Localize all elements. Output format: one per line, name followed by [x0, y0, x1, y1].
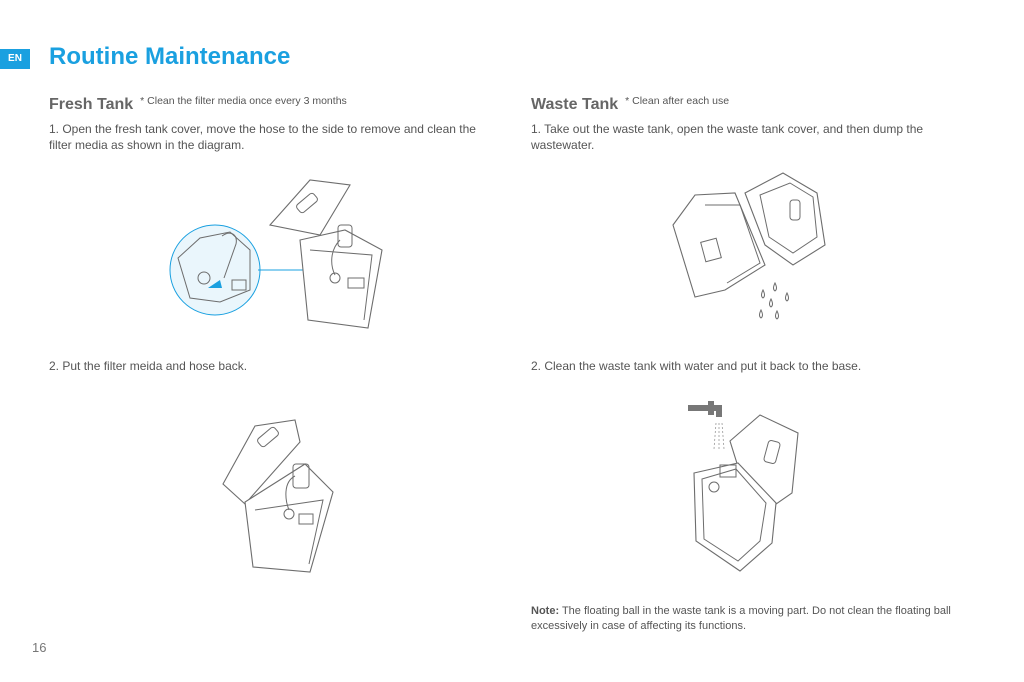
waste-tank-header: [531, 96, 729, 114]
maintenance-note: [531, 604, 976, 634]
fresh-tank-header: [49, 96, 347, 114]
note-label: Note:: [531, 605, 560, 617]
waste-tank-step-1: 1. Take out the waste tank, open the waste tank cover, and then dump the wastewater.: [531, 122, 924, 152]
waste-tank-dump-illustration: [665, 165, 835, 335]
fresh-tank-step-2: 2. Put the filter meida and hose back.: [49, 359, 248, 373]
waste-tank-step-2: 2. Clean the waste tank with water and put it back to the base.: [531, 359, 862, 373]
fresh-tank-open-illustration: [160, 170, 400, 335]
faucet-rinse-illustration: [680, 393, 820, 578]
fresh-tank-step-1: 1. Open the fresh tank cover, move the hose to the side to remove and clean the filter media as shown in the diagram.: [49, 122, 476, 152]
waste-tank-title: Waste Tank: [531, 96, 619, 113]
page-title: Routine Maintenance: [49, 43, 291, 70]
fresh-tank-reassemble-illustration: [215, 412, 345, 577]
note-text: The floating ball in the waste tank is a moving part. Do not clean the floating ball excessively in case of affecting its functions.: [531, 605, 951, 632]
fresh-tank-note: * Clean the filter media once every 3 months: [140, 95, 347, 107]
fresh-tank-title: Fresh Tank: [49, 96, 134, 113]
language-badge: EN: [0, 49, 30, 69]
page-number: 16: [32, 640, 47, 655]
waste-tank-note: * Clean after each use: [625, 95, 730, 107]
